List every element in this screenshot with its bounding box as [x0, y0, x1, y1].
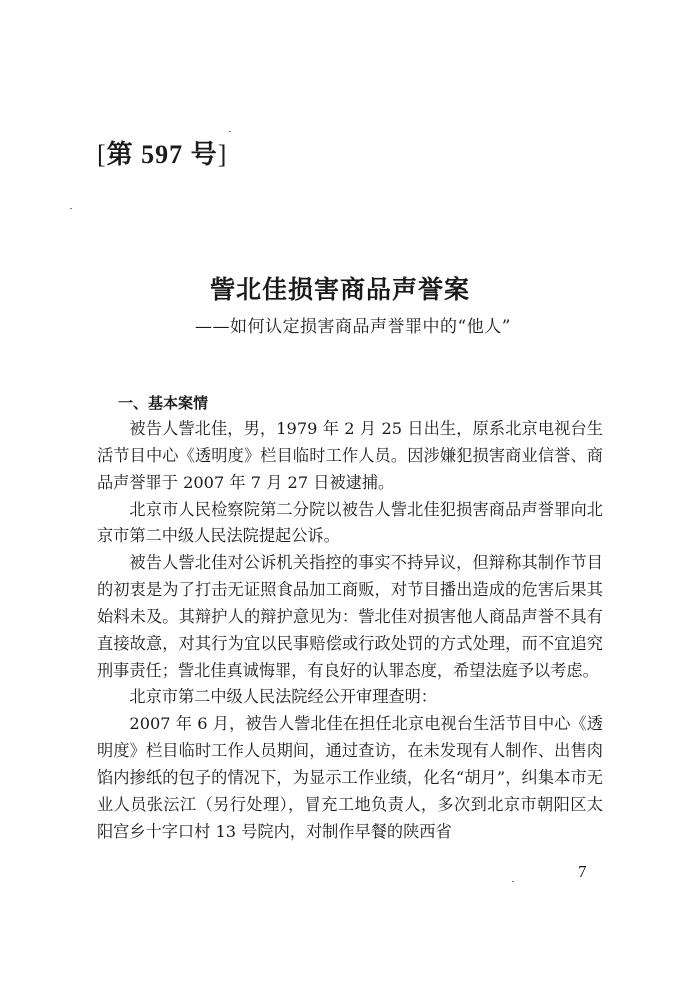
paragraph: 2007 年 6 月，被告人訾北佳在担任北京电视台生活节目中心《透明度》栏目临时工作人员期间，通过查访，在未发现有人制作、出售肉馅内掺纸的包子的情况下，为显示工作业绩，化名“胡月”，纠集本市无业人员张沄江（另行处理），冒充工地负责人，多次到北京市朝阳区太阳宫乡十字口村 13 号院内，对制作早餐的陕西省 — [97, 714, 603, 841]
bracket-open: [ — [97, 140, 107, 169]
paragraph: 北京市第二中级人民法院经公开审理查明： — [129, 687, 437, 707]
section-heading: 一、基本案情 — [118, 394, 209, 412]
scan-speck — [229, 131, 231, 132]
case-number-label: 第 597 号 — [106, 140, 218, 169]
scan-speck — [70, 208, 72, 209]
case-title: 訾北佳损害商品声誉案 — [209, 275, 470, 304]
bracket-close: ] — [217, 140, 228, 169]
paragraph: 被告人訾北佳，男，1979 年 2 月 25 日出生，原系北京电视台生活节目中心《透明度》栏目临时工作人员。因涉嫌犯损害商业信誉、商品声誉罪于 2007 年 7 月 27 日被逮捕。 — [97, 419, 603, 492]
case-subtitle: ——如何认定损害商品声誉罪中的“他人” — [195, 317, 511, 337]
page-number: 7 — [578, 862, 587, 881]
case-number — [97, 134, 227, 171]
paragraph: 北京市人民检察院第二分院以被告人訾北佳犯损害商品声誉罪向北京市第二中级人民法院提起公诉。 — [97, 499, 603, 546]
paragraph: 被告人訾北佳对公诉机关指控的事实不持异议，但辩称其制作节目的初衷是为了打击无证照食品加工商贩，对节目播出造成的危害后果其始料未及。其辩护人的辩护意见为：訾北佳对损害他人商品声誉不具有直接故意，对其行为宜以民事赔偿或行政处罚的方式处理，而不宜追究刑事责任；訾北佳真诚悔罪，有良好的认罪态度，希望法庭予以考虑。 — [97, 553, 603, 680]
scan-speck — [512, 881, 514, 882]
body-text — [97, 416, 603, 846]
